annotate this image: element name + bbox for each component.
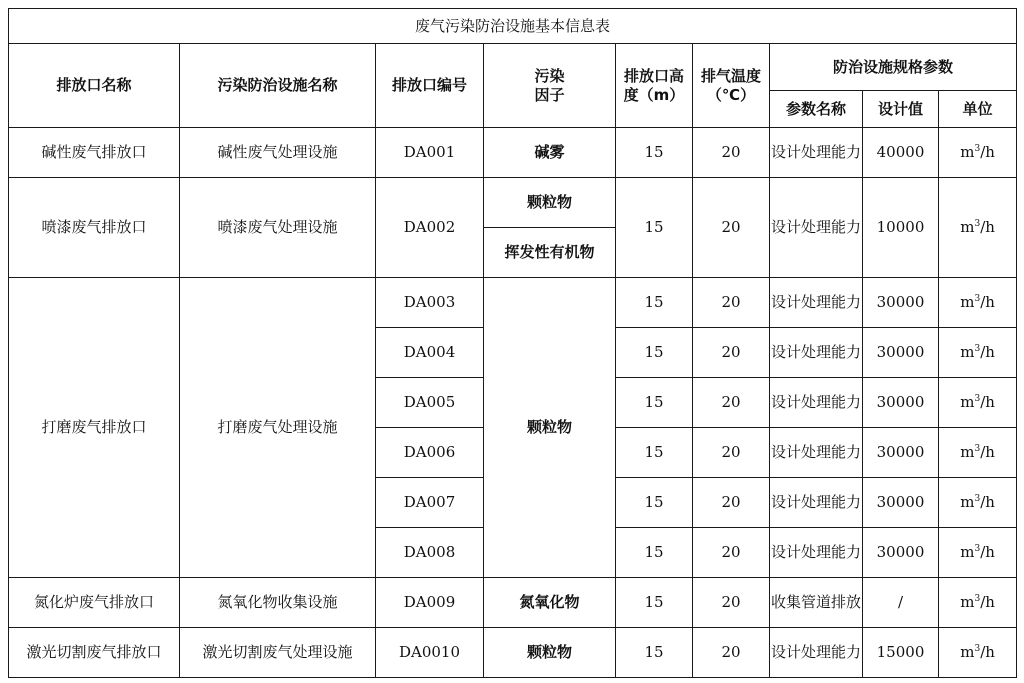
- outlet-code-cell: DA006: [376, 428, 484, 478]
- design-value-cell: 30000: [863, 428, 939, 478]
- outlet-name-cell: 碱性废气排放口: [9, 128, 180, 178]
- param-name-cell: 设计处理能力: [770, 528, 863, 578]
- pollutant-cell: 氮氧化物: [484, 578, 616, 628]
- param-name-cell: 设计处理能力: [770, 428, 863, 478]
- unit-exponent-text: 3: [974, 344, 981, 355]
- design-value-cell: 40000: [863, 128, 939, 178]
- header-row-1: [9, 44, 1017, 91]
- unit-base-text: m: [960, 493, 975, 512]
- unit-base-text: m: [960, 443, 975, 462]
- unit-tail-text: /h: [980, 143, 995, 162]
- outlet-code-cell: DA008: [376, 528, 484, 578]
- outlet-code-cell: DA007: [376, 478, 484, 528]
- outlet-name-cell: 激光切割废气排放口: [9, 628, 180, 678]
- header-temp-line1: 排气温度: [700, 66, 761, 85]
- unit-base-text: m: [960, 393, 975, 412]
- outlet-code-cell: DA0010: [376, 628, 484, 678]
- facility-name-cell: 碱性废气处理设施: [180, 128, 376, 178]
- header-unit: 单位: [939, 91, 1017, 128]
- outlet-name-cell: 打磨废气排放口: [9, 278, 180, 578]
- temperature-cell: 20: [693, 178, 770, 278]
- unit-tail-text: /h: [980, 293, 995, 312]
- temperature-cell: 20: [693, 328, 770, 378]
- header-pollutant: [484, 44, 616, 128]
- unit-exponent-text: 3: [974, 219, 981, 230]
- table-row: [9, 128, 1017, 178]
- outlet-name-cell: 氮化炉废气排放口: [9, 578, 180, 628]
- height-cell: 15: [616, 528, 693, 578]
- temperature-cell: 20: [693, 128, 770, 178]
- header-pollutant-line1: 污染: [534, 66, 565, 85]
- unit-exponent-text: 3: [974, 494, 981, 505]
- design-value-cell: 10000: [863, 178, 939, 278]
- table-title: 废气污染防治设施基本信息表: [9, 9, 1017, 44]
- exhaust-facility-info-table: [8, 8, 1017, 678]
- unit-tail-text: /h: [980, 443, 995, 462]
- header-outlet-name: 排放口名称: [9, 44, 180, 128]
- header-spec-group: 防治设施规格参数: [770, 44, 1017, 91]
- temperature-cell: 20: [693, 478, 770, 528]
- header-height-line2: 度（m）: [623, 85, 685, 104]
- unit-exponent-text: 3: [974, 394, 981, 405]
- param-name-cell: 收集管道排放: [770, 578, 863, 628]
- unit-tail-text: /h: [980, 593, 995, 612]
- height-cell: 15: [616, 428, 693, 478]
- unit-cell: [939, 328, 1017, 378]
- design-value-cell: /: [863, 578, 939, 628]
- outlet-code-cell: DA002: [376, 178, 484, 278]
- header-outlet-code: 排放口编号: [376, 44, 484, 128]
- outlet-code-cell: DA004: [376, 328, 484, 378]
- header-temperature: [693, 44, 770, 128]
- table-row: [9, 578, 1017, 628]
- header-param-name: 参数名称: [770, 91, 863, 128]
- height-cell: 15: [616, 128, 693, 178]
- facility-name-cell: 氮氧化物收集设施: [180, 578, 376, 628]
- facility-name-cell: 喷漆废气处理设施: [180, 178, 376, 278]
- design-value-cell: 30000: [863, 478, 939, 528]
- unit-base-text: m: [960, 143, 975, 162]
- unit-tail-text: /h: [980, 643, 995, 662]
- header-facility-name: 污染防治设施名称: [180, 44, 376, 128]
- param-name-cell: 设计处理能力: [770, 328, 863, 378]
- design-value-cell: 30000: [863, 328, 939, 378]
- unit-tail-text: /h: [980, 393, 995, 412]
- height-cell: 15: [616, 178, 693, 278]
- height-cell: 15: [616, 328, 693, 378]
- unit-exponent-text: 3: [974, 594, 981, 605]
- table-row: [9, 628, 1017, 678]
- unit-tail-text: /h: [980, 343, 995, 362]
- design-value-cell: 15000: [863, 628, 939, 678]
- unit-base-text: m: [960, 293, 975, 312]
- outlet-code-cell: DA003: [376, 278, 484, 328]
- temperature-cell: 20: [693, 428, 770, 478]
- header-height-line1: 排放口高: [623, 66, 684, 85]
- header-temp-line2: （℃）: [706, 85, 756, 104]
- height-cell: 15: [616, 378, 693, 428]
- unit-cell: [939, 578, 1017, 628]
- unit-base-text: m: [960, 543, 975, 562]
- height-cell: 15: [616, 278, 693, 328]
- pollutant-cell: 颗粒物: [484, 278, 616, 578]
- unit-cell: [939, 178, 1017, 278]
- temperature-cell: 20: [693, 578, 770, 628]
- param-name-cell: 设计处理能力: [770, 128, 863, 178]
- height-cell: 15: [616, 628, 693, 678]
- unit-exponent-text: 3: [974, 444, 981, 455]
- height-cell: 15: [616, 478, 693, 528]
- unit-base-text: m: [960, 593, 975, 612]
- design-value-cell: 30000: [863, 528, 939, 578]
- outlet-code-cell: DA005: [376, 378, 484, 428]
- outlet-code-cell: DA001: [376, 128, 484, 178]
- unit-cell: [939, 428, 1017, 478]
- unit-base-text: m: [960, 643, 975, 662]
- temperature-cell: 20: [693, 378, 770, 428]
- unit-tail-text: /h: [980, 543, 995, 562]
- unit-base-text: m: [960, 343, 975, 362]
- table-row: [9, 278, 1017, 328]
- temperature-cell: 20: [693, 278, 770, 328]
- temperature-cell: 20: [693, 628, 770, 678]
- unit-exponent-text: 3: [974, 544, 981, 555]
- facility-name-cell: 激光切割废气处理设施: [180, 628, 376, 678]
- pollutant-cell: 颗粒物: [484, 178, 616, 228]
- unit-cell: [939, 628, 1017, 678]
- facility-name-cell: 打磨废气处理设施: [180, 278, 376, 578]
- unit-tail-text: /h: [980, 493, 995, 512]
- unit-cell: [939, 478, 1017, 528]
- param-name-cell: 设计处理能力: [770, 378, 863, 428]
- unit-cell: [939, 528, 1017, 578]
- design-value-cell: 30000: [863, 378, 939, 428]
- header-pollutant-line2: 因子: [534, 85, 565, 104]
- pollutant-cell: 颗粒物: [484, 628, 616, 678]
- pollutant-cell: 碱雾: [484, 128, 616, 178]
- unit-cell: [939, 378, 1017, 428]
- outlet-code-cell: DA009: [376, 578, 484, 628]
- unit-exponent-text: 3: [974, 644, 981, 655]
- header-height: [616, 44, 693, 128]
- param-name-cell: 设计处理能力: [770, 178, 863, 278]
- header-design-value: 设计值: [863, 91, 939, 128]
- height-cell: 15: [616, 578, 693, 628]
- table-row: [9, 178, 1017, 228]
- pollutant-cell: 挥发性有机物: [484, 228, 616, 278]
- unit-exponent-text: 3: [974, 294, 981, 305]
- param-name-cell: 设计处理能力: [770, 628, 863, 678]
- temperature-cell: 20: [693, 528, 770, 578]
- unit-exponent-text: 3: [974, 144, 981, 155]
- unit-cell: [939, 128, 1017, 178]
- outlet-name-cell: 喷漆废气排放口: [9, 178, 180, 278]
- param-name-cell: 设计处理能力: [770, 478, 863, 528]
- design-value-cell: 30000: [863, 278, 939, 328]
- param-name-cell: 设计处理能力: [770, 278, 863, 328]
- unit-cell: [939, 278, 1017, 328]
- unit-base-text: m: [960, 218, 975, 237]
- unit-tail-text: /h: [980, 218, 995, 237]
